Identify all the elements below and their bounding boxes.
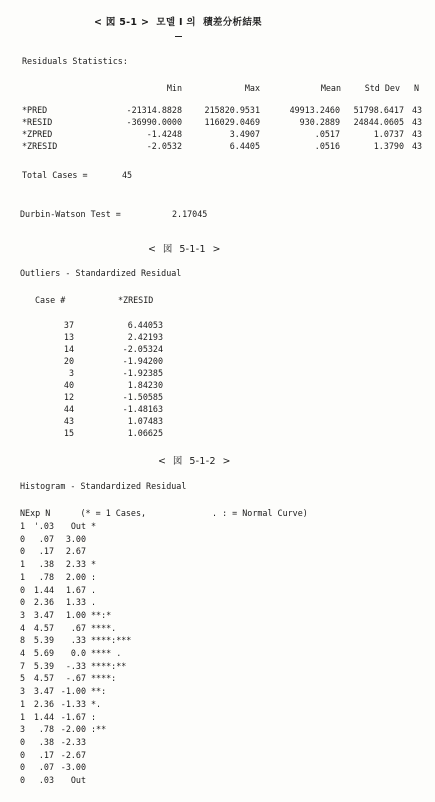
hist-count: 3 (20, 686, 26, 696)
hist-count: 0 (20, 737, 26, 747)
hist-interval: 1.00 (65, 610, 86, 620)
outlier-zresid: 6.44053 (127, 320, 163, 330)
stat-row-mean: 49913.2460 (289, 105, 340, 115)
outlier-zresid: 1.07483 (127, 416, 163, 426)
figure-5-1-1-title: < 図 5-1-1 > (148, 244, 221, 255)
hist-expected: 4.57 (33, 623, 54, 633)
hist-count: 5 (20, 673, 26, 683)
outlier-zresid: -1.92385 (122, 368, 163, 378)
hist-interval: -.33 (65, 661, 86, 671)
durbin-watson-value: 2.17045 (172, 209, 208, 219)
stat-row-min: -21314.8828 (126, 105, 182, 115)
outlier-case: 14 (63, 344, 74, 354)
hist-count: 0 (20, 597, 26, 607)
outlier-zresid: -1.50585 (122, 392, 163, 402)
hist-interval: -2.67 (60, 750, 86, 760)
outlier-case: 44 (63, 404, 74, 414)
hist-expected: 2.36 (33, 699, 54, 709)
outliers-col-zresid: *ZRESID (118, 295, 154, 305)
hist-count: 3 (20, 610, 26, 620)
stat-row-min: -2.0532 (146, 141, 182, 151)
hist-bar: **:* (91, 610, 112, 620)
hist-interval: -1.33 (60, 699, 86, 709)
hist-interval: -2.00 (60, 724, 86, 734)
outlier-case: 37 (63, 320, 74, 330)
stat-row-name: *ZPRED (22, 129, 53, 139)
figure-5-1-2-title: < 図 5-1-2 > (158, 456, 231, 467)
col-stddev: Std Dev (364, 83, 400, 93)
stat-row-name: *ZRESID (22, 141, 58, 151)
stat-row-max: 116029.0469 (204, 117, 260, 127)
col-max: Max (244, 83, 260, 93)
hist-count: 4 (20, 623, 26, 633)
hist-interval: -3.00 (60, 762, 86, 772)
hist-count: 0 (20, 762, 26, 772)
hist-interval: .67 (70, 623, 86, 633)
hist-bar: :** (91, 724, 107, 734)
hist-expected: 4.57 (33, 673, 54, 683)
hist-expected: 5.69 (33, 648, 54, 658)
col-mean: Mean (320, 83, 341, 93)
col-n: N (414, 83, 420, 93)
hist-interval: 2.67 (65, 546, 86, 556)
hist-expected: .78 (38, 572, 54, 582)
stat-row-max: 3.4907 (229, 129, 260, 139)
stat-row-name: *RESID (22, 117, 53, 127)
outlier-case: 40 (63, 380, 74, 390)
hist-interval: 1.67 (65, 585, 86, 595)
hist-interval: 0.0 (70, 648, 86, 658)
hist-expected: '.03 (33, 521, 54, 531)
stat-row-n: 43 (412, 129, 423, 139)
stat-row-mean: .0516 (314, 141, 340, 151)
hist-count: 0 (20, 546, 26, 556)
stat-row-min: -36990.0000 (126, 117, 182, 127)
stat-row-min: -1.4248 (146, 129, 182, 139)
hist-bar: *. (91, 699, 102, 709)
hist-interval: 1.33 (65, 597, 86, 607)
hist-interval: -1.67 (60, 712, 86, 722)
stat-row-std: 1.0737 (373, 129, 404, 139)
hist-interval: -1.00 (60, 686, 86, 696)
hist-expected: .07 (38, 762, 54, 772)
stat-row-n: 43 (412, 141, 423, 151)
outlier-case: 12 (63, 392, 74, 402)
hist-bar: * (91, 521, 97, 531)
histogram-legend-left: NExp N (* = 1 Cases, (20, 508, 147, 518)
hist-interval: 2.33 (65, 559, 86, 569)
hist-interval: Out (70, 775, 86, 785)
hist-count: 0 (20, 534, 26, 544)
hist-bar: . (91, 597, 97, 607)
stat-row-name: *PRED (22, 105, 48, 115)
hist-interval: -.67 (65, 673, 86, 683)
hist-bar: ****. (91, 623, 117, 633)
stat-row-n: 43 (412, 105, 423, 115)
hist-bar: . (91, 585, 97, 595)
hist-bar: : (91, 712, 97, 722)
title-underline (175, 36, 182, 37)
hist-expected: 1.44 (33, 712, 54, 722)
col-min: Min (166, 83, 182, 93)
hist-interval: Out (70, 521, 86, 531)
outlier-zresid: -1.94200 (122, 356, 163, 366)
hist-bar: ****:*** (91, 635, 132, 645)
hist-count: 1 (20, 572, 26, 582)
outliers-heading: Outliers - Standardized Residual (20, 268, 182, 278)
hist-bar: : (91, 572, 97, 582)
outlier-zresid: -1.48163 (122, 404, 163, 414)
stat-row-n: 43 (412, 117, 423, 127)
outlier-case: 15 (63, 428, 74, 438)
hist-count: 4 (20, 648, 26, 658)
figure-5-1-title: < 図 5-1 > 모델 I 의 積差分析結果 (94, 17, 262, 28)
outlier-case: 20 (63, 356, 74, 366)
hist-expected: .17 (38, 750, 54, 760)
total-cases-value: 45 (122, 170, 133, 180)
durbin-watson-label: Durbin-Watson Test = (20, 209, 121, 219)
hist-count: 7 (20, 661, 26, 671)
hist-count: 1 (20, 521, 26, 531)
hist-interval: .33 (70, 635, 86, 645)
stat-row-mean: .0517 (314, 129, 340, 139)
hist-expected: .38 (38, 737, 54, 747)
hist-expected: .38 (38, 559, 54, 569)
hist-expected: .07 (38, 534, 54, 544)
hist-expected: .03 (38, 775, 54, 785)
histogram-legend-right: . : = Normal Curve) (212, 508, 308, 518)
stat-row-std: 51798.6417 (353, 105, 404, 115)
hist-bar: ****:** (91, 661, 127, 671)
hist-expected: .17 (38, 546, 54, 556)
hist-count: 1 (20, 712, 26, 722)
outlier-zresid: -2.05324 (122, 344, 163, 354)
total-cases-label: Total Cases = (22, 170, 88, 180)
hist-bar: ****: (91, 673, 117, 683)
hist-count: 0 (20, 585, 26, 595)
hist-expected: 3.47 (33, 686, 54, 696)
outlier-case: 3 (68, 368, 74, 378)
outlier-zresid: 1.06625 (127, 428, 163, 438)
hist-count: 0 (20, 750, 26, 760)
hist-expected: 5.39 (33, 661, 54, 671)
hist-count: 1 (20, 559, 26, 569)
hist-count: 8 (20, 635, 26, 645)
stat-row-max: 215820.9531 (204, 105, 260, 115)
residuals-heading: Residuals Statistics: (22, 56, 128, 66)
hist-expected: 1.44 (33, 585, 54, 595)
stat-row-std: 24844.0605 (353, 117, 404, 127)
hist-expected: 3.47 (33, 610, 54, 620)
hist-count: 1 (20, 699, 26, 709)
hist-interval: 3.00 (65, 534, 86, 544)
outliers-col-case: Case # (35, 295, 66, 305)
outlier-zresid: 2.42193 (127, 332, 163, 342)
hist-bar: * (91, 559, 97, 569)
hist-expected: .78 (38, 724, 54, 734)
hist-bar: **** . (91, 648, 122, 658)
stat-row-max: 6.4405 (229, 141, 260, 151)
hist-interval: 2.00 (65, 572, 86, 582)
hist-interval: -2.33 (60, 737, 86, 747)
hist-count: 3 (20, 724, 26, 734)
outlier-case: 13 (63, 332, 74, 342)
hist-expected: 5.39 (33, 635, 54, 645)
stat-row-std: 1.3790 (373, 141, 404, 151)
hist-bar: **: (91, 686, 107, 696)
histogram-heading: Histogram - Standardized Residual (20, 481, 187, 491)
outlier-case: 43 (63, 416, 74, 426)
hist-expected: 2.36 (33, 597, 54, 607)
hist-count: 0 (20, 775, 26, 785)
outlier-zresid: 1.84230 (127, 380, 163, 390)
stat-row-mean: 930.2889 (299, 117, 340, 127)
